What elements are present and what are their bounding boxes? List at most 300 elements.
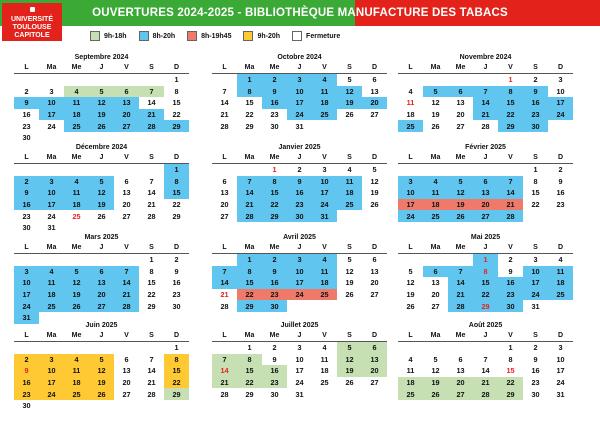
day-cell: 27 [89,300,114,312]
day-cell: 29 [245,121,254,131]
day-cell: 3 [533,255,538,265]
day-cell: 13 [220,188,229,198]
day-cell: 10 [39,97,64,109]
weekday-label: V [322,154,327,161]
day-cell: 30 [270,389,279,399]
weekday-label: J [483,154,488,161]
day-cell: 13 [473,187,498,199]
day-cell: 17 [523,277,548,289]
day-cell: 1 [272,165,277,175]
day-cell: 12 [89,365,114,377]
day-cell: 15 [506,366,515,376]
weekday-label: J [99,154,104,161]
day-cell: 20 [114,109,139,121]
day-cell: 6 [124,354,129,364]
day-cell: 6 [362,342,387,354]
day-cell: 18 [548,277,573,289]
empty-cell [398,342,423,354]
legend-item [243,31,280,41]
day-cell: 14 [147,366,156,376]
day-cell: 23 [262,289,287,301]
day-cell: 2 [508,255,513,265]
day-cell: 6 [372,255,377,265]
day-cell: 15 [237,277,262,289]
day-cell: 26 [345,289,354,299]
legend-swatch-8h-19h45 [187,31,197,41]
weekday-label: L [222,244,227,251]
weekday-label: V [322,244,327,251]
day-cell: 17 [287,97,312,109]
legend [90,30,352,42]
day-cell: 8 [237,354,262,366]
day-cell: 31 [531,301,540,311]
day-cell: 7 [237,176,262,188]
day-cell: 5 [433,354,438,364]
day-cell: 19 [64,289,89,301]
day-cell: 26 [370,199,379,209]
day-cell: 10 [398,187,423,199]
empty-cell [139,74,164,86]
legend-item [187,31,231,41]
day-cell: 17 [398,199,423,211]
day-cell: 21 [220,289,229,299]
day-cell: 29 [164,388,189,400]
day-cell: 15 [498,97,523,109]
day-cell: 25 [39,300,64,312]
day-cell: 20 [456,109,465,119]
month-name: Août 2025 [468,322,503,329]
day-cell: 24 [548,109,573,121]
month-block [398,142,573,222]
empty-cell [212,342,237,354]
weekday-label: Me [71,244,82,251]
day-cell: 11 [312,266,337,278]
day-cell: 5 [448,176,473,188]
empty-cell [114,74,139,86]
day-cell: 18 [39,289,64,301]
day-cell: 26 [431,121,440,131]
weekday-header [398,243,573,254]
month-name: Novembre 2024 [459,54,512,61]
day-cell: 18 [312,277,337,289]
day-cell: 12 [89,187,114,199]
weekday-label: Ma [46,244,57,251]
day-cell: 15 [147,278,156,288]
day-cell: 11 [337,176,362,188]
day-cell: 11 [64,97,89,109]
day-cell: 19 [337,97,362,109]
day-cell: 10 [14,277,39,289]
day-cell: 29 [172,211,181,221]
day-cell: 19 [337,365,362,377]
empty-cell [423,164,448,176]
day-cell: 25 [337,199,362,211]
weekday-label: D [371,64,378,71]
month-name: Octobre 2024 [277,54,322,61]
day-cell: 2 [174,255,179,265]
day-cell: 21 [473,109,498,121]
day-cell: 26 [448,210,473,222]
weekday-label: L [222,154,227,161]
month-name: Février 2025 [465,144,506,151]
day-cell: 28 [498,210,523,222]
day-cell: 1 [174,75,179,85]
day-cell: 2 [533,75,538,85]
day-cell: 21 [147,199,156,209]
empty-cell [139,342,164,354]
weekday-label: J [99,64,104,71]
day-cell: 11 [64,187,89,199]
day-cell: 9 [558,176,563,186]
day-cell: 11 [39,277,64,289]
day-cell: 8 [533,176,538,186]
day-cell: 26 [89,120,114,132]
day-cell: 14 [212,277,237,289]
day-cell: 26 [345,109,354,119]
logo-line-3: CAPITOLE [14,32,50,39]
weekday-label: S [149,64,154,71]
day-cell: 27 [122,211,131,221]
day-cell: 2 [297,165,302,175]
day-cell: 14 [220,98,229,108]
day-grid [14,254,189,324]
weekday-label: Me [71,64,82,71]
day-cell: 29 [164,120,189,132]
day-cell: 4 [39,266,64,278]
day-cell: 22 [531,199,540,209]
weekday-label: J [483,244,488,251]
day-cell: 16 [498,277,523,289]
day-cell: 3 [558,75,563,85]
weekday-label: Me [455,64,466,71]
weekday-label: S [347,332,352,339]
weekday-label: J [297,332,302,339]
day-cell: 3 [322,165,327,175]
day-cell: 26 [345,377,354,387]
day-cell: 19 [448,199,473,211]
day-cell: 21 [220,109,229,119]
month-name: Juillet 2025 [280,322,319,329]
day-cell: 11 [548,266,573,278]
empty-cell [89,254,114,266]
weekday-header [212,153,387,164]
day-cell: 16 [262,365,287,377]
weekday-label: D [371,332,378,339]
day-cell: 3 [287,254,312,266]
day-cell: 25 [398,120,423,132]
day-cell: 22 [498,109,523,121]
day-cell: 22 [262,199,287,211]
day-cell: 5 [337,342,362,354]
weekday-label: S [149,154,154,161]
weekday-label: J [297,154,302,161]
day-cell: 21 [498,199,523,211]
day-cell: 14 [212,365,237,377]
day-cell: 19 [406,289,415,299]
empty-cell [39,254,64,266]
day-cell: 24 [398,210,423,222]
empty-cell [212,164,237,176]
day-cell: 29 [245,389,254,399]
day-cell: 30 [287,210,312,222]
day-cell: 14 [114,277,139,289]
day-cell: 31 [556,389,565,399]
empty-cell [14,342,39,354]
day-cell: 8 [498,86,523,98]
month-block [398,320,573,400]
day-cell: 7 [149,176,154,186]
day-cell: 3 [49,86,54,96]
day-cell: 27 [370,109,379,119]
day-grid [14,74,189,144]
weekday-label: D [173,154,180,161]
day-cell: 16 [287,187,312,199]
day-cell: 30 [172,301,181,311]
weekday-label: V [124,332,129,339]
day-cell: 27 [370,377,379,387]
day-cell: 5 [64,266,89,278]
day-cell: 26 [97,211,106,221]
empty-cell [64,254,89,266]
empty-cell [448,74,473,86]
day-grid [14,164,189,234]
empty-cell [39,74,64,86]
empty-cell [89,342,114,354]
day-cell: 23 [287,199,312,211]
day-cell: 10 [556,354,565,364]
empty-cell [14,74,39,86]
empty-cell [423,74,448,86]
day-cell: 7 [149,354,154,364]
day-cell: 1 [174,343,179,353]
day-cell: 15 [172,98,181,108]
month-block [14,320,189,412]
day-cell: 21 [147,377,156,387]
day-cell: 1 [247,343,252,353]
day-cell: 25 [312,289,337,301]
day-cell: 22 [498,377,523,389]
day-cell: 15 [531,188,540,198]
day-grid [398,342,573,400]
weekday-label: V [508,244,513,251]
day-cell: 25 [72,211,81,221]
day-cell: 22 [245,109,254,119]
weekday-label: Ma [244,64,255,71]
empty-cell [423,254,448,266]
day-cell: 9 [14,187,39,199]
day-cell: 5 [408,266,413,276]
day-cell: 18 [406,109,415,119]
day-cell: 8 [262,176,287,188]
day-cell: 3 [398,176,423,188]
day-cell: 21 [212,377,237,389]
day-cell: 7 [139,86,164,98]
day-cell: 11 [406,366,415,376]
day-cell: 4 [312,74,337,86]
weekday-label: L [24,154,29,161]
day-cell: 17 [295,366,304,376]
day-cell: 13 [89,277,114,289]
month-name: Juin 2025 [85,322,118,329]
day-cell: 5 [89,176,114,188]
day-cell: 14 [498,187,523,199]
weekday-label: V [322,332,327,339]
day-cell: 7 [222,86,227,96]
day-cell: 16 [531,366,540,376]
weekday-header [212,331,387,342]
legend-item [90,31,127,41]
day-cell: 17 [548,97,573,109]
weekday-label: D [371,244,378,251]
day-cell: 27 [473,210,498,222]
day-cell: 25 [423,210,448,222]
day-cell: 5 [423,86,448,98]
day-cell: 30 [22,223,31,233]
day-cell: 11 [312,86,337,98]
day-cell: 7 [212,266,237,278]
day-cell: 28 [448,300,473,312]
day-cell: 29 [498,388,523,400]
day-cell: 20 [473,199,498,211]
day-cell: 21 [473,377,498,389]
weekday-label: Ma [430,64,441,71]
weekday-header [14,153,189,164]
day-cell: 27 [456,121,465,131]
day-cell: 27 [122,389,131,399]
day-cell: 8 [164,176,189,188]
day-cell: 27 [431,301,440,311]
day-cell: 29 [498,120,523,132]
day-cell: 13 [114,97,139,109]
day-cell: 3 [287,74,312,86]
day-cell: 20 [89,289,114,301]
day-cell: 8 [508,354,513,364]
empty-cell [114,164,139,176]
day-cell: 1 [237,254,262,266]
legend-item [139,31,176,41]
weekday-label: L [24,332,29,339]
day-cell: 7 [448,266,473,278]
day-cell: 9 [262,86,287,98]
day-grid [398,254,573,312]
day-cell: 14 [473,97,498,109]
day-cell: 20 [122,377,131,387]
day-cell: 13 [370,266,379,276]
day-cell: 20 [362,97,387,109]
day-cell: 28 [237,210,262,222]
day-cell: 29 [237,300,262,312]
logo-line-2: TOULOUSE [12,24,52,31]
day-cell: 18 [64,199,89,211]
day-cell: 29 [473,300,498,312]
day-cell: 4 [322,343,327,353]
day-cell: 4 [64,176,89,188]
month-block [398,232,573,312]
empty-cell [89,74,114,86]
day-cell: 19 [89,199,114,211]
weekday-label: Ma [46,64,57,71]
day-cell: 25 [398,388,423,400]
day-cell: 27 [448,388,473,400]
weekday-label: J [297,244,302,251]
day-cell: 25 [64,120,89,132]
weekday-label: S [347,64,352,71]
day-cell: 11 [406,98,415,108]
empty-cell [89,164,114,176]
day-cell: 29 [262,210,287,222]
day-cell: 12 [406,278,415,288]
day-grid [212,254,387,312]
day-cell: 19 [423,377,448,389]
day-cell: 2 [24,86,29,96]
day-cell: 22 [164,377,189,389]
day-cell: 22 [473,289,498,301]
day-cell: 4 [558,255,563,265]
weekday-header [212,63,387,74]
empty-cell [212,74,237,86]
weekday-label: L [222,64,227,71]
day-cell: 27 [114,120,139,132]
day-cell: 17 [312,187,337,199]
day-cell: 6 [372,75,377,85]
day-cell: 7 [114,266,139,278]
weekday-label: Me [269,64,280,71]
day-cell: 3 [297,343,302,353]
day-cell: 24 [295,377,304,387]
day-cell: 1 [508,343,513,353]
month-name: Septembre 2024 [74,54,129,61]
empty-cell [473,164,498,176]
day-cell: 12 [89,97,114,109]
day-cell: 22 [172,109,181,119]
day-cell: 24 [47,121,56,131]
weekday-label: V [124,244,129,251]
day-cell: 12 [448,187,473,199]
day-cell: 3 [39,354,64,366]
month-name: Décembre 2024 [75,144,128,151]
day-cell: 28 [220,301,229,311]
day-cell: 28 [220,121,229,131]
weekday-label: D [557,332,564,339]
day-cell: 15 [245,98,254,108]
day-cell: 10 [39,187,64,199]
weekday-header [212,243,387,254]
day-cell: 24 [39,388,64,400]
day-cell: 6 [473,176,498,188]
weekday-label: Ma [46,332,57,339]
day-cell: 18 [398,377,423,389]
day-cell: 13 [362,354,387,366]
weekday-label: S [347,244,352,251]
day-cell: 28 [220,389,229,399]
weekday-label: J [297,64,302,71]
weekday-label: S [533,64,538,71]
weekday-label: Ma [430,332,441,339]
day-cell: 8 [149,266,154,276]
logo-mark-icon [30,7,35,12]
empty-cell [64,74,89,86]
day-cell: 20 [448,377,473,389]
empty-cell [498,164,523,176]
day-cell: 4 [347,165,352,175]
day-cell: 15 [237,365,262,377]
month-block [212,320,387,400]
day-cell: 7 [483,354,488,364]
weekday-header [398,153,573,164]
day-cell: 6 [124,176,129,186]
weekday-label: Ma [430,244,441,251]
day-cell: 7 [473,86,498,98]
